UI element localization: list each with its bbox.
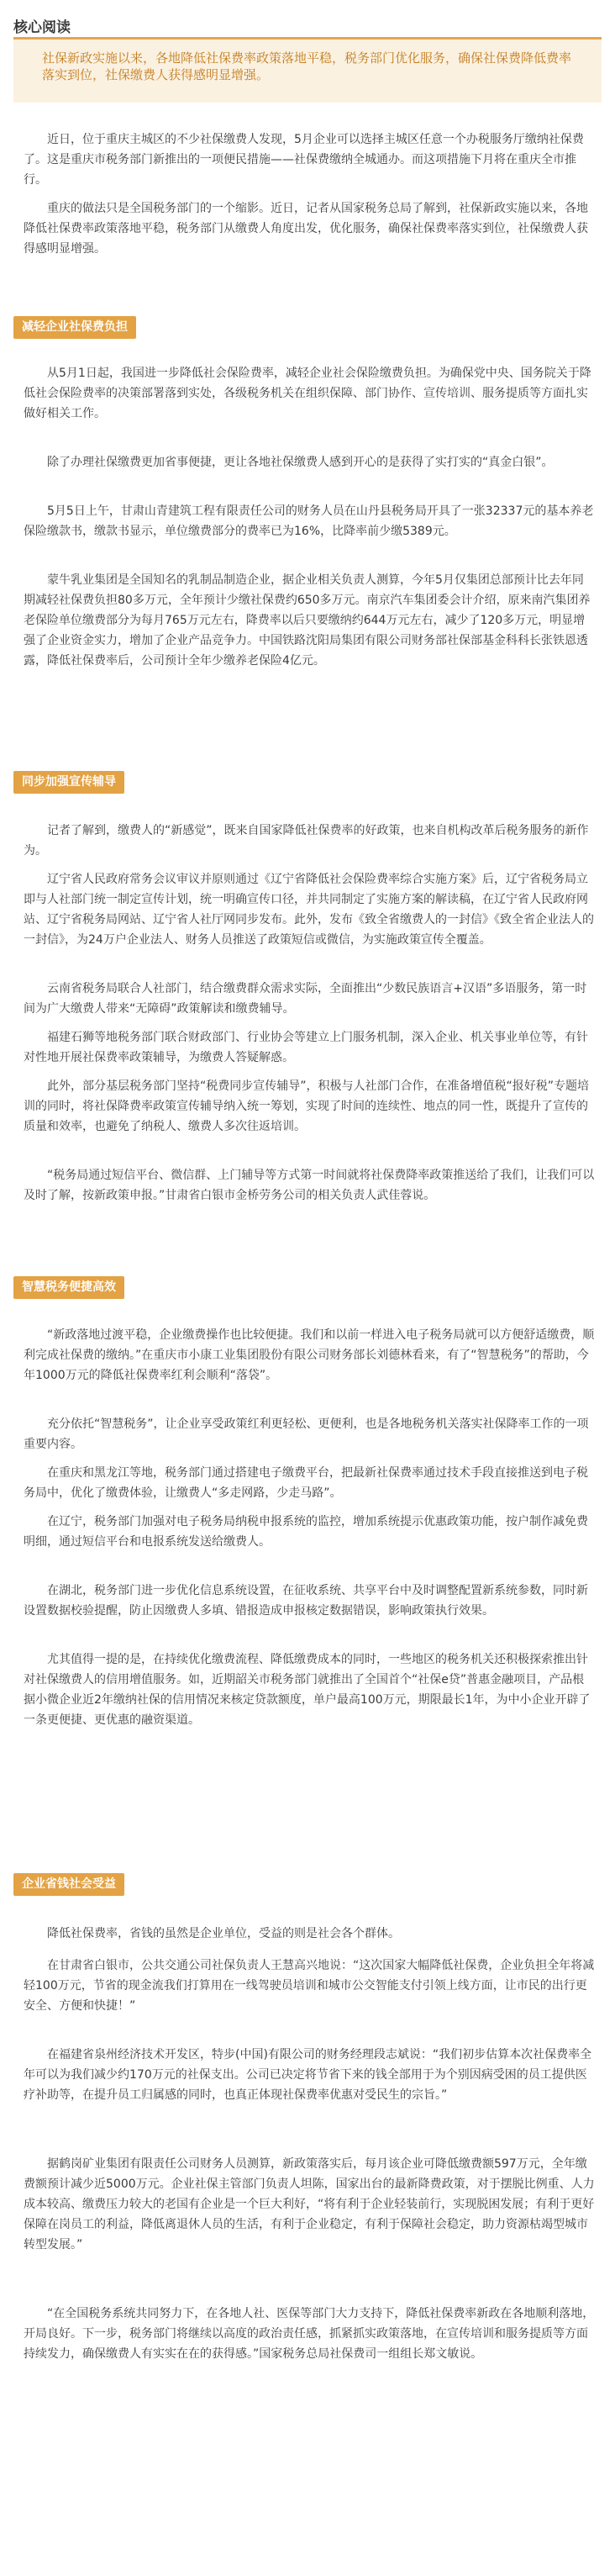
paragraph: 辽宁省人民政府常务会议审议并原则通过《辽宁省降低社会保险费率综合实施方案》后，辽宁省税务局立即与人社部门统一制定宣传计划，统一明确宣传口径，并共同制定了实施方案的解读稿，在辽宁省人民政府网站、辽宁省税务局网站、辽宁省人社厅网同步发布。此外，发布《致全省缴费人的一封信》《致全省企业法人的一封信》，为24万户企业法人、财务人员推送了政策短信或微信，为实施政策宣传全覆盖。 bbox=[24, 873, 594, 947]
paragraph: 5月5日上午，甘肃山青建筑工程有限责任公司的财务人员在山丹县税务局开具了一张32337元的基本养老保险缴款书，缴款书显示，单位缴费部分的费率已为16%，比降率前少缴5389元。 bbox=[24, 504, 594, 538]
section-heading-smart-tax: 智慧税务便捷高效 bbox=[13, 1276, 124, 1299]
paragraph: 在湖北，税务部门进一步优化信息系统设置，在征收系统、共享平台中及时调整配置新系统参数，同时新设置数据校验提醒，防止因缴费人多填、错报造成申报核定数据错误，影响政策执行效果。 bbox=[24, 1584, 588, 1618]
paragraph: 降低社保费率，省钱的虽然是企业单位，受益的则是社会各个群体。 bbox=[47, 1927, 400, 1940]
paragraph: 在重庆和黑龙江等地，税务部门通过搭建电子缴费平台，把最新社保费率通过技术手段直接推送到电子税务局中，优化了缴费体验，让缴费人“多走网路，少走马路”。 bbox=[24, 1466, 588, 1500]
core-reading-label: 核心阅读 bbox=[13, 19, 71, 36]
section-heading-society-benefits: 企业省钱社会受益 bbox=[13, 1873, 124, 1896]
paragraph: 福建石狮等地税务部门联合财政部门、行业协会等建立上门服务机制，深入企业、机关事业单位等，有针对性地开展社保费率政策辅导，为缴费人答疑解惑。 bbox=[24, 1031, 588, 1064]
paragraph: 尤其值得一提的是，在持续优化缴费流程、降低缴费成本的同时，一些地区的税务机关还积极探索推出针对社保缴费人的信用增值服务。如，近期韶关市税务部门就推出了全国首个“社保e贷”普惠金融项目，产品根据小微企业近2年缴纳社保的信用情况来核定贷款额度，单户最高100万元，期限最长1年，为中小企业开辟了一条更便捷、更优惠的融资渠道。 bbox=[24, 1653, 591, 1727]
paragraph: 充分依托“智慧税务”，让企业享受政策红利更轻松、更便利，也是各地税务机关落实社保降率工作的一项重要内容。 bbox=[24, 1417, 589, 1451]
paragraph: “在全国税务系统共同努力下，在各地人社、医保等部门大力支持下，降低社保费率新政在各地顺利落地，开局良好。下一步，税务部门将继续以高度的政治责任感，抓紧抓实政策落地，在宣传培训和服务提质等方面持续发力，确保缴费人有实实在在的获得感。”国家税务总局社保费司一组组长郑文敏说。 bbox=[24, 2307, 595, 2361]
paragraph: 记者了解到，缴费人的“新感觉”，既来自国家降低社保费率的好政策，也来自机构改革后税务服务的新作为。 bbox=[24, 824, 589, 858]
paragraph: 此外，部分基层税务部门坚持“税费同步宣传辅导”，积极与人社部门合作，在准备增值税“报好税”专题培训的同时，将社保降费率政策宣传辅导纳入统一筹划，实现了时间的连续性、地点的同一性，既提升了宣传的质量和效率，也避免了纳税人、缴费人多次往返培训。 bbox=[24, 1079, 590, 1133]
paragraph: 从5月1日起，我国进一步降低社会保险费率，减轻企业社会保险缴费负担。为确保党中央、国务院关于降低社会保险费率的决策部署落到实处，各级税务机关在组织保障、部门协作、宣传培训、服务提质等方面扎实做好相关工作。 bbox=[24, 367, 591, 420]
core-reading-box bbox=[13, 37, 602, 103]
paragraph: 重庆的做法只是全国税务部门的一个缩影。近日，记者从国家税务总局了解到，社保新政实施以来，各地降低社保费率政策落地平稳，税务部门从缴费人角度出发，优化服务，确保社保费率落实到位，社保缴费人获得感明显增强。 bbox=[24, 202, 588, 256]
paragraph: 在辽宁，税务部门加强对电子税务局纳税申报系统的监控，增加系统提示优惠政策功能，按户制作减免费明细，通过短信平台和电报系统发送给缴费人。 bbox=[24, 1515, 588, 1549]
paragraph: 据鹤岗矿业集团有限责任公司财务人员测算，新政策落实后，每月该企业可降低缴费额597万元，全年缴费额预计减少近5000万元。企业社保主管部门负责人坦陈，国家出台的最新降费政策，对于摆脱比例重、人力成本较高、缴费压力较大的老国有企业是一个巨大利好，“将有利于企业轻装前行，实现脱困发展；有利于更好保障在岗员工的利益，降低离退休人员的生活，有利于企业稳定，有利于保障社会稳定，助力资源枯竭型城市转型发展。” bbox=[24, 2157, 595, 2251]
section-heading-publicity: 同步加强宣传辅导 bbox=[13, 771, 124, 794]
section-heading-reduce-burden: 减轻企业社保费负担 bbox=[13, 316, 136, 339]
paragraph: 在甘肃省白银市，公共交通公司社保负责人王慧高兴地说：“这次国家大幅降低社保费，企业负担全年将减轻100万元，节省的现金流我们打算用在一线驾驶员培训和城市公交智能支付引领上线方面，让市民的出行更安全、方便和快捷！” bbox=[24, 1959, 595, 2013]
core-reading-text: 社保新政实施以来，各地降低社保费率政策落地平稳，税务部门优化服务，确保社保费降低费率落实到位，社保缴费人获得感明显增强。 bbox=[42, 50, 572, 82]
paragraph: 除了办理社保缴费更加省事便捷，更让各地社保缴费人感到开心的是获得了实打实的“真金白银”。 bbox=[47, 456, 554, 469]
paragraph: 近日，位于重庆主城区的不少社保缴费人发现，5月企业可以选择主城区任意一个办税服务厅缴纳社保费了。这是重庆市税务部门新推出的一项便民措施——社保费缴纳全城通办。而这项措施下月将在重庆全市推行。 bbox=[24, 133, 584, 187]
paragraph: 云南省税务局联合人社部门，结合缴费群众需求实际，全面推出“少数民族语言+汉语”多语服务，第一时间为广大缴费人带来“无障碍”政策解读和缴费辅导。 bbox=[24, 982, 587, 1016]
paragraph: 蒙牛乳业集团是全国知名的乳制品制造企业，据企业相关负责人测算，今年5月仅集团总部预计比去年同期减轻社保费负担80多万元，全年预计少缴社保费约650多万元。南京汽车集团委会计介绍，原来南汽集团养老保险单位缴费部分为每月765万元左右，降费率以后只要缴纳约644万元左右，减少了120多万元，明显增强了企业资金实力，增加了企业产品竞争力。中国铁路沈阳局集团有限公司财务部社保部基金科科长张铁恩透露，降低社保费率后，公司预计全年少缴养老保险4亿元。 bbox=[24, 573, 591, 668]
paragraph: “税务局通过短信平台、微信群、上门辅导等方式第一时间就将社保费降率政策推送给了我们，让我们可以及时了解，按新政策申报。”甘肃省白银市金桥劳务公司的相关负责人武佳蓉说。 bbox=[24, 1169, 595, 1202]
paragraph: “新政落地过渡平稳，企业缴费操作也比较便捷。我们和以前一样进入电子税务局就可以方便舒适缴费，顺利完成社保费的缴纳。”在重庆市小康工业集团股份有限公司财务部长刘德林看来，有了“智慧税务”的帮助，今年1000万元的降低社保费率红利会顺利“落袋”。 bbox=[24, 1328, 595, 1382]
paragraph: 在福建省泉州经济技术开发区，特步(中国)有限公司的财务经理段志斌说：“我们初步估算本次社保费率全年可以为我们减少约170万元的社保支出。公司已决定将节省下来的钱全部用于为个别因病受困的员工提供医疗补助等，在提升员工归属感的同时，也真正体现社保费率优惠对受民生的宗旨。” bbox=[24, 2048, 592, 2102]
